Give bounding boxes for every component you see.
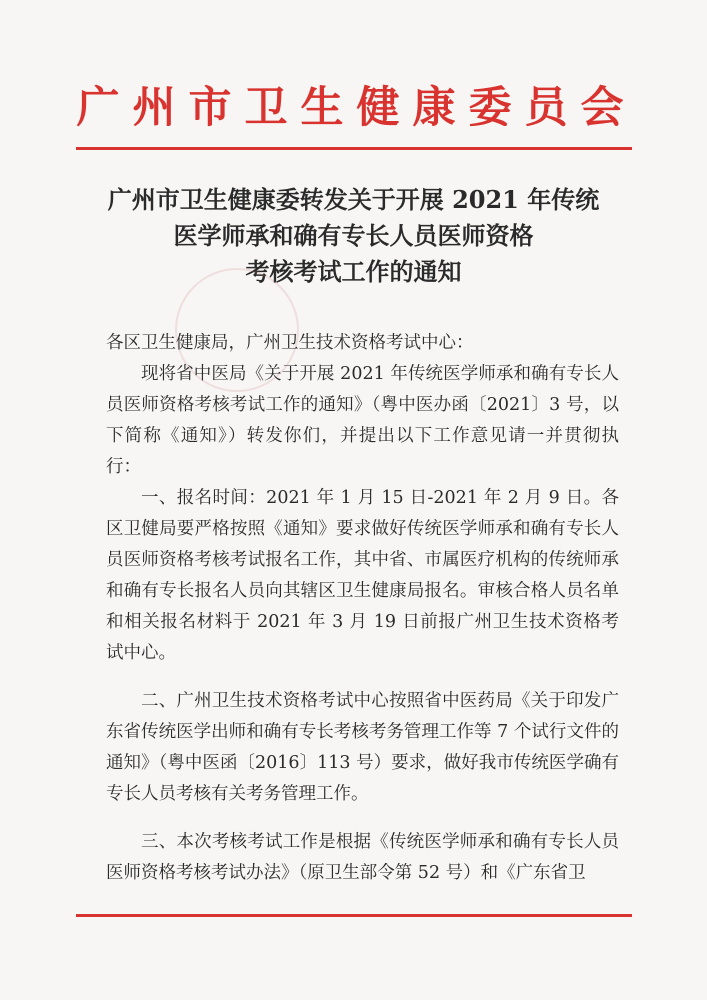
header-red-rule <box>76 147 632 150</box>
paragraph-gap <box>106 810 619 827</box>
paragraph-intro: 现将省中医局《关于开展 2021 年传统医学师承和确有专长人员医师资格考核考试工作的通知》（粤中医办函〔2021〕3 号，以下简称《通知》）转发你们，并提出以下工作意见请一并贯彻执行： <box>106 364 619 477</box>
title-line-1: 广州市卫生健康委转发关于开展 2021 年传统 <box>107 185 600 214</box>
paragraph-item-1: 一、报名时间：2021 年 1 月 15 日-2021 年 2 月 9 日。各区卫健局要严格按照《通知》要求做好传统医学师承和确有专长人员医师资格考核考试报名工作，其中省、市属医疗机构的传统师承和确有专长报名人员向其辖区卫生健康局报名。审核合格人员名单和相关报名材料于 2021 年 3 月 19 日前报广州卫生技术资格考试中心。 <box>106 488 619 663</box>
document-title <box>70 182 637 290</box>
paragraph-gap <box>106 669 619 686</box>
title-line-3: 考核考试工作的通知 <box>245 257 462 286</box>
paragraph-item-2: 二、广州卫生技术资格考试中心按照省中医药局《关于印发广东省传统医学出师和确有专长考核考务管理工作等 7 个试行文件的通知》（粤中医函〔2016〕113 号）要求，做好我市传统医学确有专长人员考核有关考务管理工作。 <box>106 691 619 804</box>
title-line-2: 医学师承和确有专长人员医师资格 <box>173 221 534 250</box>
salutation: 各区卫生健康局，广州卫生技术资格考试中心： <box>106 333 474 353</box>
footer-red-rule <box>76 914 632 917</box>
paragraph-item-3: 三、本次考核考试工作是根据《传统医学师承和确有专长人员医师资格考核考试办法》（原卫生部令第 52 号）和《广东省卫 <box>106 832 619 883</box>
document-body <box>106 328 619 889</box>
org-header: 广州市卫生健康委员会 <box>76 83 637 133</box>
